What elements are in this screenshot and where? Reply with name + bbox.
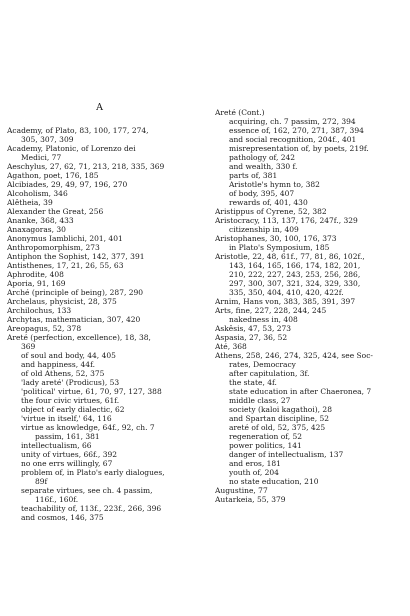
index-entry: Alêtheia, 39 — [7, 198, 53, 207]
index-entry: Arts, fine, 227, 228, 244, 245 — [215, 306, 327, 315]
index-entry: 210, 222, 227, 243, 253, 256, 286, — [229, 270, 361, 279]
index-entry: Alcoholism, 346 — [7, 189, 68, 198]
index-entry: Academy, Platonic, of Lorenzo dei — [7, 144, 136, 153]
index-entry: 305, 307, 309 — [21, 135, 74, 144]
index-entry: nakedness in, 408 — [229, 315, 298, 324]
index-entry: 116f., 160f. — [35, 495, 79, 504]
index-entry: virtue as knowledge, 64f., 92, ch. 7 — [21, 423, 155, 432]
index-entry: rewards of, 401, 430 — [229, 198, 308, 207]
index-entry: unity of virtues, 66f., 392 — [21, 450, 118, 459]
index-entry: and cosmos, 146, 375 — [21, 513, 104, 522]
index-entry: regeneration of, 52 — [229, 432, 303, 441]
index-entry: no state education, 210 — [229, 477, 319, 486]
index-entry: in Plato's Symposium, 185 — [229, 243, 330, 252]
index-entry: parts of, 381 — [229, 171, 278, 180]
index-entry: of old Athens, 52, 375 — [21, 369, 105, 378]
index-entry: Augustine, 77 — [215, 486, 268, 495]
index-entry: Areopagus, 52, 378 — [7, 324, 82, 333]
index-entry: intellectualism, 66 — [21, 441, 92, 450]
index-entry: Antiphon the Sophist, 142, 377, 391 — [7, 252, 145, 261]
index-entry: Autarkeia, 55, 379 — [215, 495, 286, 504]
index-entry: the state, 4f. — [229, 378, 277, 387]
index-entry: Askêsis, 47, 53, 273 — [215, 324, 292, 333]
index-entry: Anaxagoras, 30 — [7, 225, 66, 234]
index-entry: Aristotle, 22, 48, 61f., 77, 81, 86, 102f., — [215, 252, 365, 261]
index-entry: 143, 164, 165, 166, 174, 182, 201, — [229, 261, 361, 270]
index-entry: and Spartan discipline, 52 — [229, 414, 330, 423]
index-entry: Areté (perfection, excellence), 18, 38, — [7, 333, 151, 342]
index-entry: Archytas, mathematician, 307, 420 — [7, 315, 141, 324]
index-entry: Anonymus Iamblichi, 201, 401 — [7, 234, 123, 243]
index-entry: state education in after Chaeronea, 7 — [229, 387, 372, 396]
index-entry: teachability of, 113f., 223f., 266, 396 — [21, 504, 162, 513]
index-entry: Alcibiades, 29, 49, 97, 196, 270 — [7, 180, 128, 189]
index-entry: 335, 350, 404, 410, 420, 422f. — [229, 288, 344, 297]
index-entry: 89f — [35, 477, 48, 486]
index-entry: object of early dialectic, 62 — [21, 405, 125, 414]
index-entry: Aristippus of Cyrene, 52, 382 — [215, 207, 327, 216]
index-entry: Aristocracy, 113, 137, 176, 247f., 329 — [215, 216, 358, 225]
index-entry: after capitulation, 3f. — [229, 369, 310, 378]
index-entry: and social recognition, 204f., 401 — [229, 135, 357, 144]
index-entry: danger of intellectualism, 137 — [229, 450, 344, 459]
index-entry: Arnim, Hans von, 383, 385, 391, 397 — [215, 297, 356, 306]
index-entry: Aeschylus, 27, 62, 71, 213, 218, 335, 369 — [7, 162, 165, 171]
index-entry: 'lady areté' (Prodicus), 53 — [21, 378, 120, 387]
index-entry: 297, 300, 307, 321, 324, 329, 330, — [229, 279, 361, 288]
index-entry: Academy, of Plato, 83, 100, 177, 274, — [7, 126, 149, 135]
index-entry: Aporia, 91, 169 — [7, 279, 66, 288]
index-entry: rates, Democracy — [229, 360, 296, 369]
index-entry: problem of, in Plato's early dialogues, — [21, 468, 165, 477]
index-entry: and wealth, 330 f. — [229, 162, 298, 171]
index-entry: Alexander the Great, 256 — [7, 207, 104, 216]
index-entry: Archilochus, 133 — [7, 306, 72, 315]
index-entry: Aristotle's hymn to, 382 — [229, 180, 320, 189]
index-entry: Areté (Cont.) — [215, 108, 265, 117]
index-entry: middle class, 27 — [229, 396, 291, 405]
index-entry: Athens, 258, 246, 274, 325, 424, see Soc- — [215, 351, 373, 360]
index-entry: Até, 368 — [215, 342, 247, 351]
index-entry: Antisthenes, 17, 21, 26, 55, 63 — [7, 261, 124, 270]
index-entry: Ananke, 368, 433 — [7, 216, 74, 225]
section-letter: A — [96, 102, 104, 113]
index-right-column — [215, 108, 407, 504]
index-entry: passim, 161, 381 — [35, 432, 100, 441]
index-entry: society (kaloi kagathoi), 28 — [229, 405, 332, 414]
index-entry: areté of old, 52, 375, 425 — [229, 423, 326, 432]
index-entry: Anthropomorphism, 273 — [7, 243, 100, 252]
index-entry: citizenship in, 409 — [229, 225, 299, 234]
index-entry: 'political' virtue, 61, 70, 97, 127, 388 — [21, 387, 162, 396]
index-entry: misrepresentation of, by poets, 219f. — [229, 144, 369, 153]
index-entry: no one errs willingly, 67 — [21, 459, 113, 468]
index-entry: Aristophanes, 30, 100, 176, 373 — [215, 234, 337, 243]
index-entry: separate virtues, see ch. 4 passim, — [21, 486, 153, 495]
index-entry: and happiness, 44f. — [21, 360, 95, 369]
index-entry: of body, 395, 407 — [229, 189, 295, 198]
index-entry: power politics, 141 — [229, 441, 302, 450]
index-entry: Aspasia, 27, 36, 52 — [215, 333, 288, 342]
index-entry: of soul and body, 44, 405 — [21, 351, 116, 360]
index-entry: 'virtue in itself,' 64, 116 — [21, 414, 112, 423]
index-entry: acquiring, ch. 7 passim, 272, 394 — [229, 117, 356, 126]
index-entry: the four civic virtues, 61f. — [21, 396, 120, 405]
index-entry: 369 — [21, 342, 36, 351]
index-entry: Aphrodite, 408 — [7, 270, 64, 279]
index-left-column — [7, 126, 191, 522]
index-entry: Archelaus, physicist, 28, 375 — [7, 297, 117, 306]
index-entry: pathology of, 242 — [229, 153, 296, 162]
index-entry: essence of, 162, 270, 271, 387, 394 — [229, 126, 364, 135]
index-entry: Agathon, poet, 176, 185 — [7, 171, 99, 180]
index-entry: Medici, 77 — [21, 153, 62, 162]
index-entry: Arché (principle of being), 287, 290 — [7, 288, 144, 297]
index-entry: youth of, 204 — [229, 468, 279, 477]
index-entry: and eros, 181 — [229, 459, 281, 468]
